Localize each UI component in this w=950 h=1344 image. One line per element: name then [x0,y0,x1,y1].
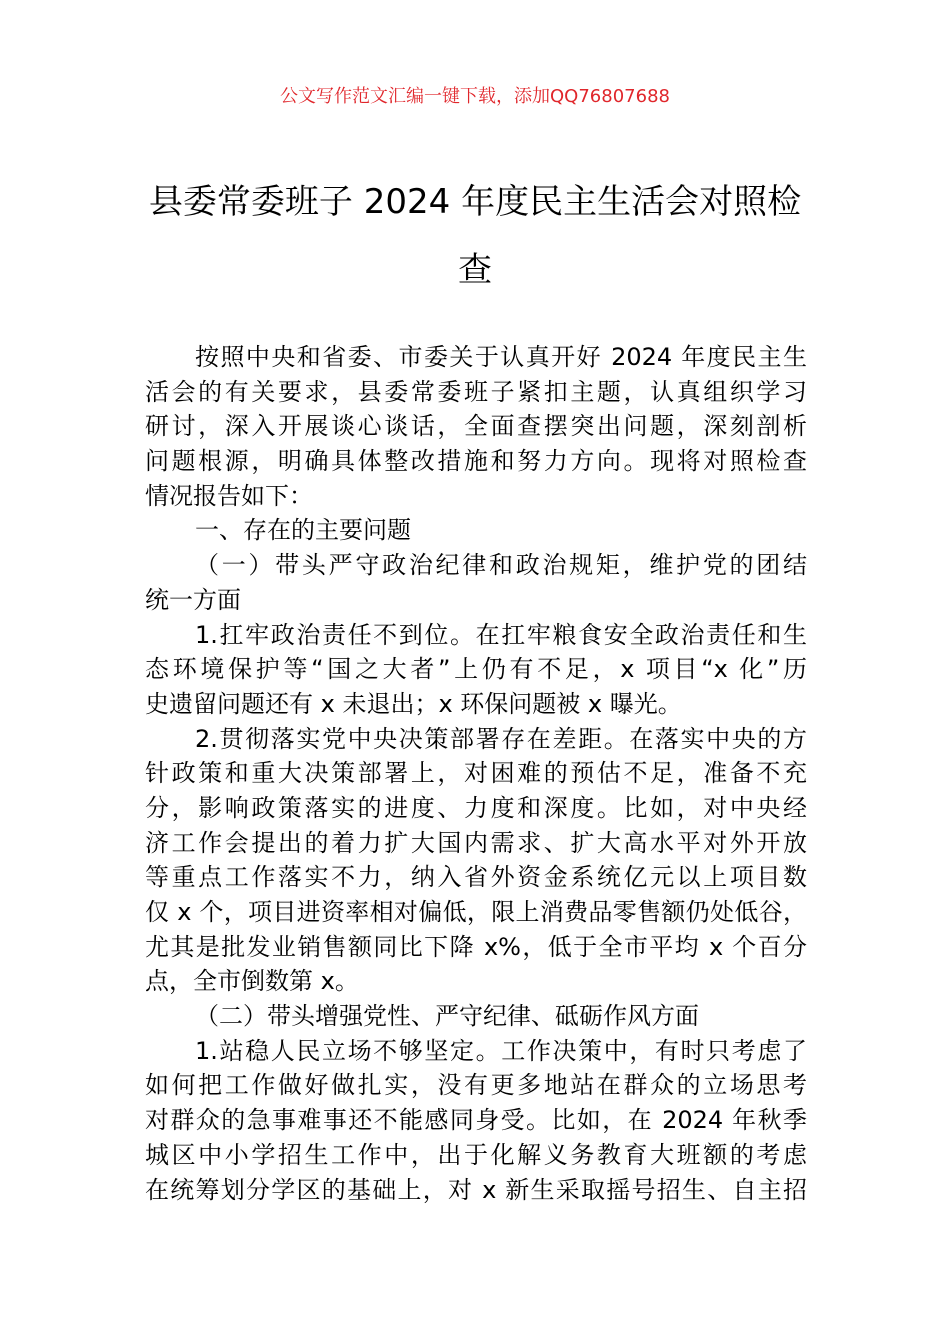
text-line: 研讨，深入开展谈心谈话，全面查摆突出问题，深刻剖析 [145,412,807,441]
text-line: 城区中小学招生工作中，出于化解义务教育大班额的考虑 [145,1140,807,1169]
text-line: 统一方面 [145,585,241,614]
text-line: （二）带头增强党性、严守纪律、砥砺作风方面 [195,1002,699,1031]
document-title: 县委常委班子 2024 年度民主生活会对照检 [148,182,802,222]
text-line: 等重点工作落实不力，纳入省外资金系统亿元以上项目数 [145,863,807,892]
document-body [145,340,807,1207]
text-line: 针政策和重大决策部署上，对困难的预估不足，准备不充 [145,759,807,788]
text-line: 1.站稳人民立场不够坚定。工作决策中，有时只考虑了 [195,1036,807,1065]
text-line: 按照中央和省委、市委关于认真开好 2024 年度民主生 [195,343,807,371]
text-line: 问题根源，明确具体整改措施和努力方向。现将对照检查 [145,447,807,476]
text-line: 一、存在的主要问题 [195,516,411,545]
text-line: 活会的有关要求，县委常委班子紧扣主题，认真组织学习 [145,377,807,406]
document-title-continued: 查 [458,250,492,290]
text-line: 尤其是批发业销售额同比下降 x%，低于全市平均 x 个百分 [145,932,807,961]
text-line: 1.扛牢政治责任不到位。在扛牢粮食安全政治责任和生 [195,620,807,649]
text-line: 在统筹划分学区的基础上，对 x 新生采取摇号招生、自主招 [145,1175,807,1204]
text-line: 点，全市倒数第 x。 [145,967,359,996]
text-line: （一）带头严守政治纪律和政治规矩，维护党的团结 [195,551,807,580]
text-line: 济工作会提出的着力扩大国内需求、扩大高水平对外开放 [145,828,807,857]
text-line: 如何把工作做好做扎实，没有更多地站在群众的立场思考 [145,1071,807,1100]
text-line: 2.贯彻落实党中央决策部署存在差距。在落实中央的方 [195,724,807,753]
text-line: 仅 x 个，项目进资率相对偏低，限上消费品零售额仍处低谷， [145,898,807,926]
text-line: 史遗留问题还有 x 未退出；x 环保问题被 x 曝光。 [145,689,682,718]
text-line: 分，影响政策落实的进度、力度和深度。比如，对中央经 [145,793,807,822]
download-banner: 公文写作范文汇编一键下载，添加QQ76807688 [280,86,670,107]
text-line: 态环境保护等“国之大者”上仍有不足，x 项目“x 化”历 [145,655,807,684]
text-line: 对群众的急事难事还不能感同身受。比如，在 2024 年秋季 [145,1106,807,1135]
text-line: 情况报告如下： [145,481,313,510]
